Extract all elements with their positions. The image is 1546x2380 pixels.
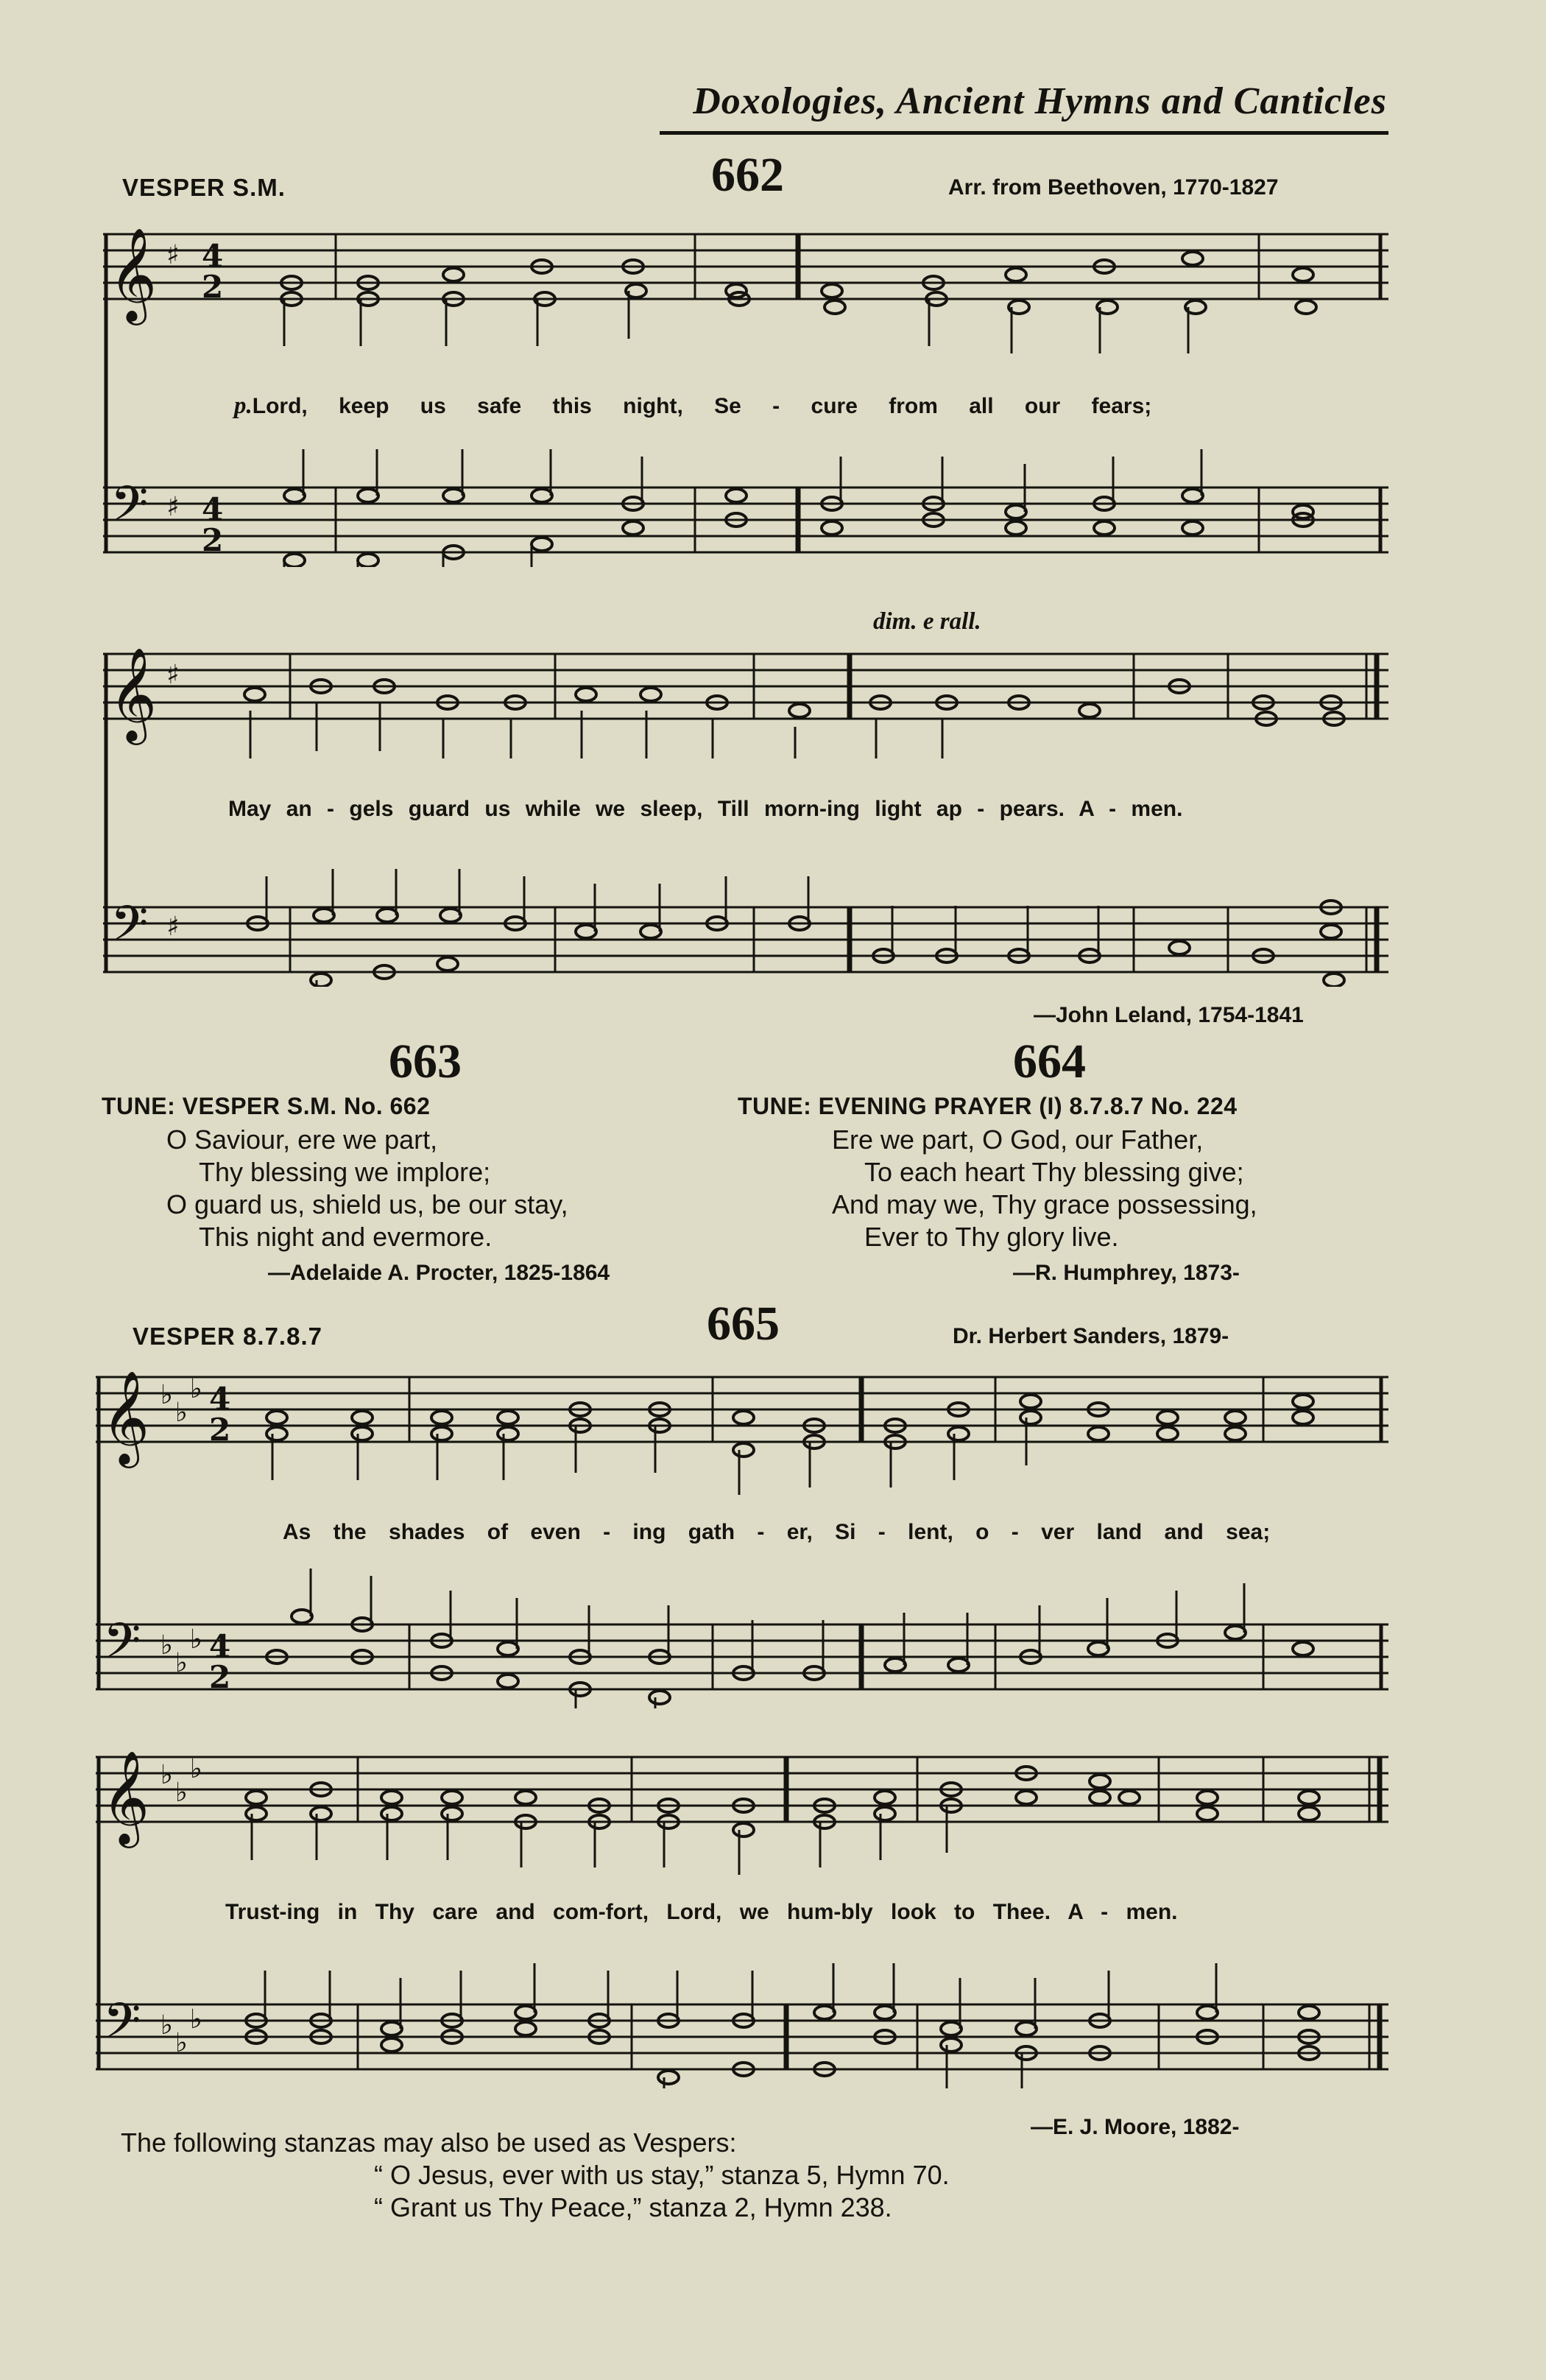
svg-text:2: 2 [209, 1659, 231, 1695]
svg-text:♭: ♭ [190, 1373, 202, 1404]
svg-text:♭: ♭ [160, 1759, 173, 1790]
svg-text:♭: ♭ [190, 1624, 202, 1655]
hymn-665-author: —E. J. Moore, 1882- [1031, 2115, 1240, 2139]
header-rule [660, 131, 1388, 135]
hymn-662-author: —John Leland, 1754-1841 [1034, 1003, 1304, 1027]
hymn-662-composer: Arr. from Beethoven, 1770-1827 [948, 175, 1279, 200]
hymn-665-lyrics-2: Trust-ing in Thy care and com-fort, Lord, we hum-bly look to Thee. A - men. [225, 1900, 1178, 1924]
svg-text:𝄢: 𝄢 [110, 476, 149, 544]
svg-text:♭: ♭ [175, 1397, 188, 1428]
svg-text:𝄞: 𝄞 [102, 1750, 150, 1844]
hymn-664-line-1: Ere we part, O God, our Father, [832, 1124, 1204, 1155]
svg-text:♭: ♭ [160, 2010, 173, 2041]
hymn-664-line-2: To each heart Thy blessing give; [864, 1157, 1244, 1187]
footer-intro: The following stanzas may also be used as Vespers: [121, 2127, 737, 2158]
hymn-663-verse [166, 1124, 568, 1253]
svg-text:♯: ♯ [166, 659, 180, 690]
hymn-663-line-4: This night and evermore. [199, 1222, 493, 1252]
svg-text:♭: ♭ [190, 2004, 202, 2035]
hymn-664-line-4: Ever to Thy glory live. [864, 1222, 1119, 1252]
hymn-664-author: —R. Humphrey, 1873- [1013, 1261, 1240, 1285]
svg-text:𝄞: 𝄞 [109, 227, 158, 321]
hymn-663-line-3: O guard us, shield us, be our stay, [166, 1189, 568, 1219]
footer-ref-1: “ O Jesus, ever with us stay,” stanza 5, Hymn 70. [374, 2160, 950, 2190]
svg-text:2: 2 [202, 522, 224, 558]
hymn-662-lyrics-1: Lord, keep us safe this night, Se - cure from all our fears; [252, 394, 1152, 418]
svg-text:♭: ♭ [160, 1379, 173, 1410]
svg-text:4: 4 [202, 238, 224, 274]
page-header-title: Doxologies, Ancient Hymns and Canticles [693, 80, 1387, 122]
hymn-662-dynamic-start: p. [234, 392, 253, 419]
svg-text:𝄢: 𝄢 [110, 895, 149, 964]
hymn-664-number: 664 [1013, 1035, 1086, 1088]
hymn-662-dynamic-mid: dim. e rall. [873, 608, 981, 635]
svg-text:♯: ♯ [166, 239, 180, 270]
svg-text:𝄞: 𝄞 [109, 647, 158, 741]
svg-text:𝄢: 𝄢 [103, 1613, 141, 1681]
hymn-663-line-2: Thy blessing we implore; [199, 1157, 491, 1187]
hymn-664-tune: TUNE: EVENING PRAYER (I) 8.7.8.7 No. 224 [738, 1093, 1238, 1119]
svg-text:♭: ♭ [160, 1630, 173, 1661]
hymn-664-line-3: And may we, Thy grace possessing, [832, 1189, 1257, 1219]
svg-text:4: 4 [202, 491, 224, 527]
svg-text:4: 4 [209, 1628, 231, 1664]
svg-text:♯: ♯ [166, 911, 180, 942]
svg-text:♯: ♯ [166, 491, 180, 522]
hymn-663-author: —Adelaide A. Procter, 1825-1864 [268, 1261, 610, 1285]
svg-text:♭: ♭ [175, 1647, 188, 1678]
hymn-665-number: 665 [707, 1297, 780, 1351]
hymn-665-lyrics-1: As the shades of even - ing gath - er, Si - lent, o - ver land and sea; [283, 1520, 1271, 1544]
svg-text:𝄢: 𝄢 [103, 1993, 141, 2061]
hymn-663-tune: TUNE: VESPER S.M. No. 662 [102, 1093, 431, 1119]
svg-text:♭: ♭ [175, 2027, 188, 2058]
hymn-662-number: 662 [711, 148, 784, 202]
hymn-664-verse [832, 1124, 1257, 1253]
hymn-662-tune: VESPER S.M. [122, 174, 286, 201]
hymn-662-line-1-lyrics [234, 392, 1151, 420]
hymn-665-composer: Dr. Herbert Sanders, 1879- [953, 1324, 1229, 1348]
svg-text:𝄞: 𝄞 [102, 1370, 150, 1464]
hymn-663-number: 663 [389, 1035, 462, 1088]
svg-text:♭: ♭ [190, 1753, 202, 1784]
svg-text:4: 4 [209, 1381, 231, 1417]
footer-ref-2: “ Grant us Thy Peace,” stanza 2, Hymn 238. [374, 2192, 892, 2222]
svg-text:♭: ♭ [175, 1777, 188, 1808]
hymn-663-line-1: O Saviour, ere we part, [166, 1124, 438, 1155]
hymn-665-tune: VESPER 8.7.8.7 [133, 1323, 322, 1350]
svg-text:2: 2 [202, 269, 224, 305]
hymn-662-lyrics-2: May an - gels guard us while we sleep, Till morn-ing light ap - pears. A - men. [228, 797, 1183, 821]
svg-text:2: 2 [209, 1412, 231, 1448]
